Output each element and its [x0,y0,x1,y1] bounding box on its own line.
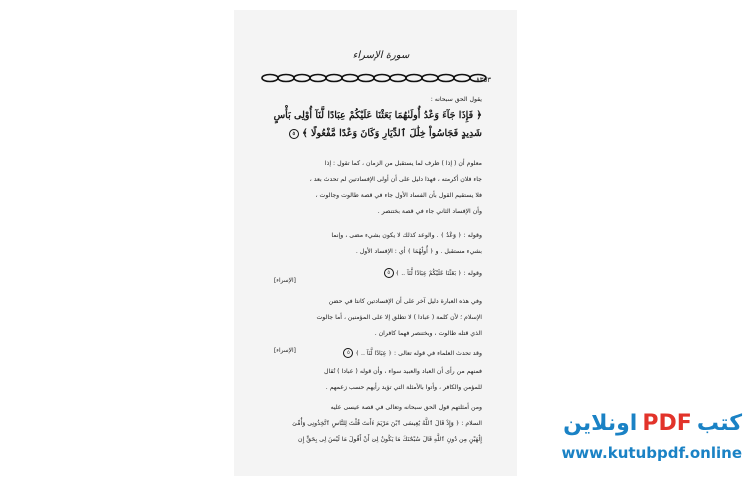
ayah-number-badge: ٥ [343,348,353,358]
paragraph-7-line-2: السلام : ﴿ وَإِذْ قَالَ ٱللَّهُ يَٰعِيسَى ٱبْنَ مَرْيَمَ ءَأَنتَ قُلْتَ لِلنَّاسِ ٱتَّخِذُونِى وَأُمِّىَ [292,420,482,427]
paragraph-3-text: وقوله : ﴿ بَعَثْنَا عَلَيْكُمْ عِبَادًا لَّنَآ .. ﴾ [395,270,482,277]
paragraph-1-line-2: جاء فلان أكرمته ، فهذا دليل على أن أولى الإفسادتين لم تحدث بعد ، [309,176,482,183]
paragraph-4-line-1: وفي هذه العبارة دليل آخر على أن الإفسادتين كانتا في حضن [328,298,482,305]
page-number: ٨٣٥٣ [476,76,492,84]
paragraph-3-line [384,268,482,278]
paragraph-7-line-1: ومن أمثلتهم قول الحق سبحانه وتعالى في قصة عيسى عليه [330,404,482,411]
intro-line: يقول الحق سبحانه : [430,96,482,103]
paragraph-5-line [343,348,482,358]
watermark-word-1: كتب [696,411,742,436]
ayah-number-badge: ٥ [384,268,394,278]
paragraph-1-line-4: وأن الإفساد الثاني جاء في قصة بختنصر . [377,208,482,215]
watermark-url: www.kutubpdf.online [561,444,742,462]
paragraph-6-line-1: فمنهم من رأى أن العباد والعبيد سواء ، وأن قوله ( عبادا ) تُقال [323,368,482,375]
ayah-number-badge: ٥ [289,129,299,139]
watermark-word-2: اونلاين [563,411,638,436]
paragraph-6-line-2: للمؤمن والكافر ، وأتوا بالأمثلة التي تؤيد رأيهم حسب زعمهم . [325,384,482,391]
paragraph-2-line-1: وقوله : ﴿ وَعْدُ ﴾ . والوعد كذلك لا يكون بشيء مضى ، وإنما [331,232,482,239]
surah-title: سورة الإسراء [352,50,410,61]
site-watermark [563,412,742,436]
verse-line-1: ﴿ فَإِذَا جَآءَ وَعْدُ أُولَىٰهُمَا بَعَثْنَا عَلَيْكُمْ عِبَادًا لَّنَآ أُوْلِى بَأْسٍ [273,110,482,121]
decorative-chain-border [260,70,496,86]
verse-line-2 [289,128,482,140]
paragraph-2-line-2: بشيء مستقبل . و ﴿ أُولَٰهُمَا ﴾ أي : الإفساد الأول . [355,248,482,255]
paragraph-7-line-3: إِلَٰهَيْنِ مِن دُونِ ٱللَّهِ قَالَ سُبْحَٰنَكَ مَا يَكُونُ لِىٓ أَنْ أَقُولَ مَا لَيْسَ لِى بِحَقٍّ إِن [298,436,482,443]
paragraph-4-line-3: الذي قتله طالوت ، وبختنصر فهما كافران . [374,330,482,337]
paragraph-1-line-3: فلا يستقيم القول بأن الفساد الأول جاء في قصة طالوت وجالوت ، [315,192,482,199]
paragraph-4-line-2: الإسلام ؛ لأن كلمة ( عبادا ) لا تطلق إلا على المؤمنين ، أما جالوت [316,314,482,321]
watermark-pdf: PDF [642,411,692,436]
book-page [240,10,512,476]
paragraph-5-text: وقد تحدث العلماء في قوله تعالى : ﴿ عِبَادًا لَّنَآ .. ﴾ [355,350,482,357]
paragraph-1-line-1: معلوم أن ( إذا ) ظرف لما يستقبل من الزمان ، كما تقول : إذا [324,160,482,167]
verse-line-2-text: شَدِيدٍ فَجَاسُواْ خِلَٰلَ ٱلدِّيَارِ وَكَانَ وَعْدًا مَّفْعُولًا ﴾ [302,128,482,139]
surah-reference: [الإسراء] [274,348,296,354]
surah-reference: [الإسراء] [274,278,296,284]
